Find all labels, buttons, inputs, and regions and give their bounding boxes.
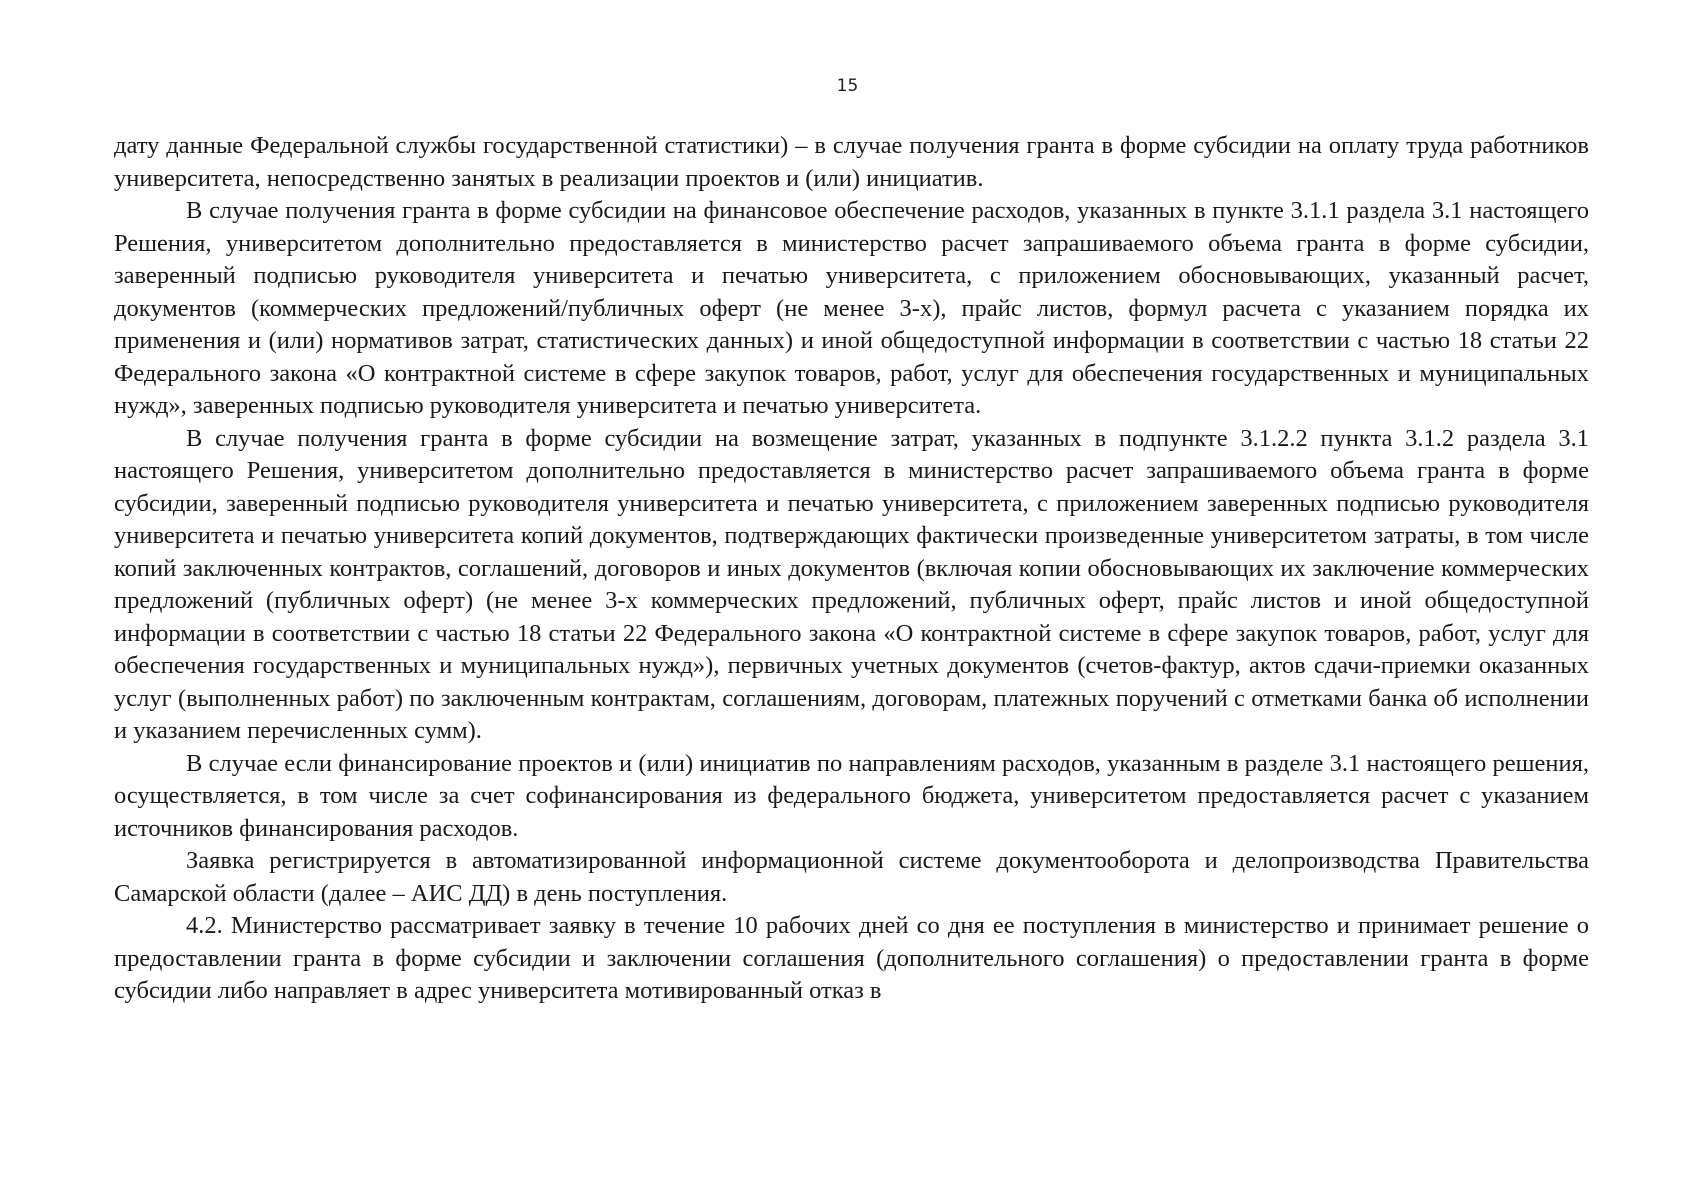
paragraph-cofinancing: В случае если финансирование проектов и (или) инициатив по направлениям расходов, указанным в разделе 3.1 настоящего решения, осуществляется, в том числе за счет софинансирования из федерального бюджета, университетом предоставляется расчет с указанием источников финансирования расходов. xyxy=(114,749,1589,842)
paragraph-cost-reimbursement: В случае получения гранта в форме субсидии на возмещение затрат, указанных в подпункте 3.1.2.2 пункта 3.1.2 раздела 3.1 настоящего Решения, университетом дополнительно предоставляется в министерство расчет запрашиваемого объема гранта в форме субсидии, заверенный подписью руководителя университета и печатью университета, с приложением заверенных подписью руководителя университета и печатью университета копий документов, подтверждающих фактически произведенные университетом затраты, в том числе копий заключенных контрактов, соглашений, договоров и иных документов (включая копии обосновывающих их заключение коммерческих предложений (публичных оферт) (не менее 3-х коммерческих предложений, публичных оферт, прайс листов и иной общедоступной информации в соответствии с частью 18 статьи 22 Федерального закона «О контрактной системе в сфере закупок товаров, работ, услуг для обеспечения государственных и муниципальных нужд»), первичных учетных документов (счетов-фактур, актов сдачи-приемки оказанных услуг (выполненных работ) по заключенным контрактам, соглашениям, договорам, платежных поручений с отметками банка об исполнении и указанием перечисленных сумм). xyxy=(114,424,1589,744)
paragraph-financial-support: В случае получения гранта в форме субсидии на финансовое обеспечение расходов, указанных в пункте 3.1.1 раздела 3.1 настоящего Решения, университетом дополнительно предоставляется в министерство расчет запрашиваемого объема гранта в форме субсидии, заверенный подписью руководителя университета и печатью университета, с приложением обосновывающих, указанный расчет, документов (коммерческих предложений/публичных оферт (не менее 3-х), прайс листов, формул расчета с указанием порядка их применения и (или) нормативов затрат, статистических данных) и иной общедоступной информации в соответствии с частью 18 статьи 22 Федерального закона «О контрактной системе в сфере закупок товаров, работ, услуг для обеспечения государственных и муниципальных нужд», заверенных подписью руководителя университета и печатью университета. xyxy=(114,197,1589,419)
paragraph-registration: Заявка регистрируется в автоматизированной информационной системе документооборота и делопроизводства Правительства Самарской области (далее – АИС ДД) в день поступления. xyxy=(114,847,1589,907)
paragraph-section-4-2: 4.2. Министерство рассматривает заявку в течение 10 рабочих дней со дня ее поступления в министерство и принимает решение о предоставлении гранта в форме субсидии и заключении соглашения (дополнительного соглашения) о предоставлении гранта в форме субсидии либо направляет в адрес университета мотивированный отказ в xyxy=(114,912,1589,1004)
page-number: 15 xyxy=(836,76,859,96)
document-body xyxy=(114,130,1589,1008)
paragraph-continuation: дату данные Федеральной службы государственной статистики) – в случае получения гранта в форме субсидии на оплату труда работников университета, непосредственно занятых в реализации проектов и (или) инициатив. xyxy=(114,132,1589,192)
